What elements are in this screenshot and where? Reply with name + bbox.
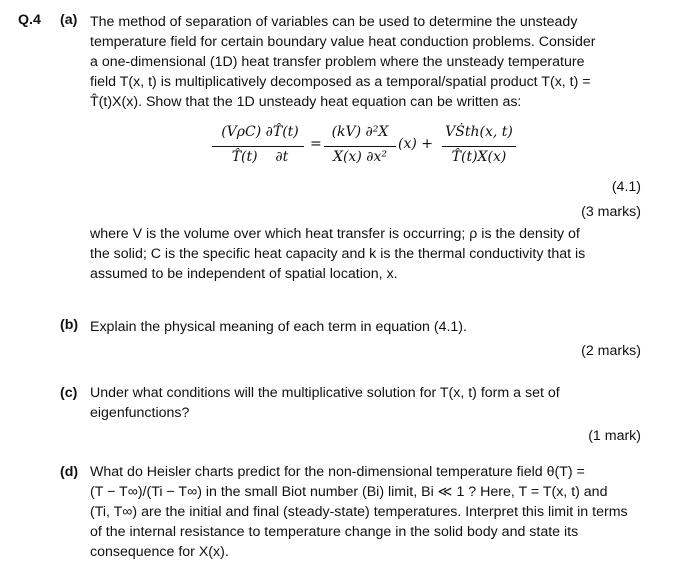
part-a-text [90, 12, 638, 112]
part-b-text: Explain the physical meaning of each term in equation (4.1). [90, 319, 467, 335]
part-a-line: The method of separation of variables can be used to determine the unsteady [90, 14, 578, 30]
eq-rhs-denominator: T̂(t)X(x) [451, 149, 507, 165]
eq-mid-numerator: (kV) ∂²X [331, 124, 389, 140]
part-a-line: T̂(t)X(x). Show that the 1D unsteady heat equation can be written as: [90, 94, 522, 110]
part-a-label: (a) [60, 12, 78, 28]
part-b-marks: (2 marks) [581, 343, 641, 359]
eq-rhs-fraction-bar [442, 146, 516, 147]
part-a-line: a one-dimensional (1D) heat transfer problem where the unsteady temperature [90, 54, 585, 70]
eq-equals-sign: = [310, 136, 322, 152]
part-c-line: Under what conditions will the multiplicative solution for T(x, t) form a set of [90, 385, 560, 401]
part-d-line: (Ti, T∞) are the initial and final (steady-state) temperatures. Interpret this limit in terms [90, 504, 628, 520]
eq-mid-fraction-bar [324, 146, 396, 147]
part-a-where-text [90, 224, 638, 284]
part-a-line: field T(x, t) is multiplicatively decomposed as a temporal/spatial product T(x, t) = [90, 74, 591, 90]
part-d-label: (d) [60, 464, 79, 480]
where-line: the solid; C is the specific heat capacity and k is the thermal conductivity that is [90, 246, 586, 262]
part-c-label: (c) [60, 385, 78, 401]
part-d-line: What do Heisler charts predict for the non-dimensional temperature field θ(T) = [90, 464, 585, 480]
part-d-line: consequence for X(x). [90, 544, 229, 560]
part-d-text [90, 462, 670, 562]
question-number: Q.4 [18, 12, 41, 28]
eq-lhs-numerator: (VρC) ∂T̂(t) [221, 124, 299, 140]
eq-lhs-fraction-bar [212, 146, 304, 147]
eq-mid-denominator: X(x) ∂x² [333, 149, 387, 165]
where-line: assumed to be independent of spatial location, x. [90, 266, 398, 282]
part-a-marks: (3 marks) [581, 204, 641, 220]
part-c-marks: (1 mark) [588, 428, 641, 444]
where-line: where V is the volume over which heat transfer is occurring; ρ is the density of [90, 226, 580, 242]
part-c-text [90, 383, 638, 423]
part-a-line: temperature field for certain boundary value heat conduction problems. Consider [90, 34, 596, 50]
part-c-line: eigenfunctions? [90, 405, 190, 421]
part-d-line: (T − T∞)/(Ti − T∞) in the small Biot number (Bi) limit, Bi ≪ 1 ? Here, T = T(x, t) and [90, 484, 608, 500]
eq-mid-argument: (x) + [398, 136, 433, 152]
part-b-label: (b) [60, 317, 79, 333]
eq-rhs-numerator: VṠth(x, t) [445, 124, 513, 140]
eq-lhs-denominator: T̂(t) ∂t [231, 149, 289, 165]
equation-number: (4.1) [611, 179, 641, 195]
part-d-line: of the internal resistance to temperature change in the solid body and state its [90, 524, 579, 540]
